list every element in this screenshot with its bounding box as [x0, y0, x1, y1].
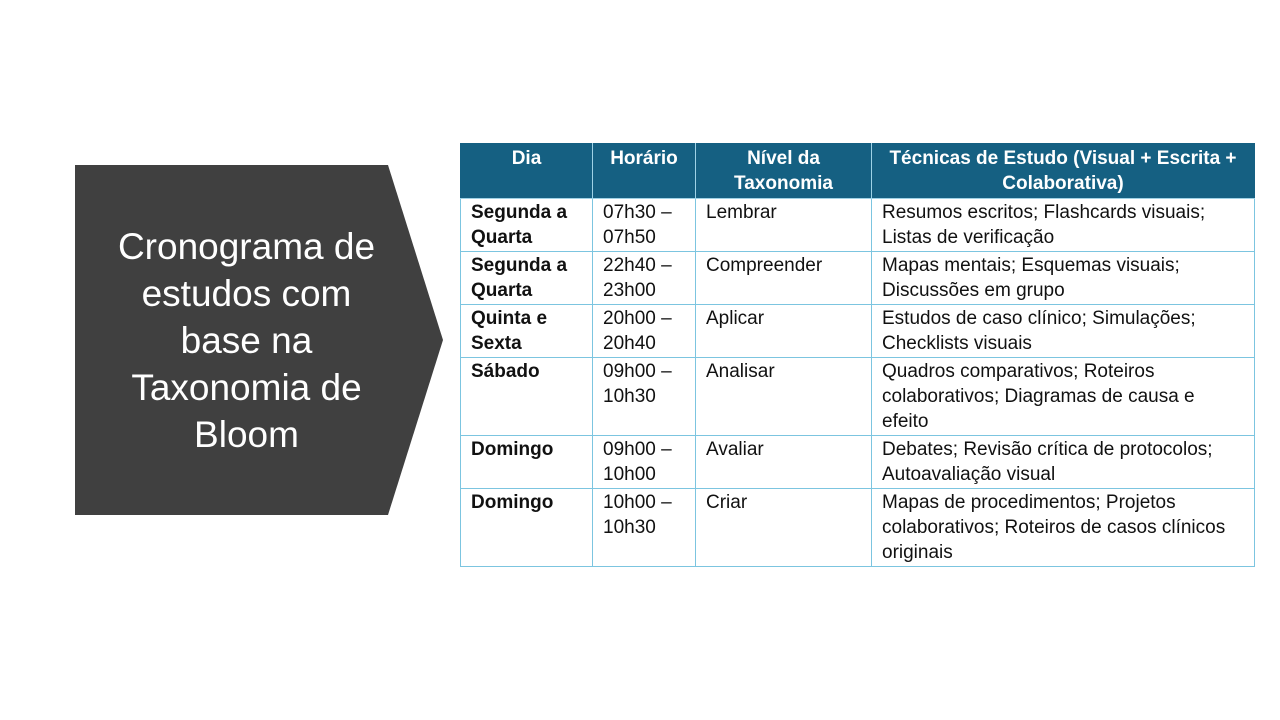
table-header-row	[461, 144, 1255, 199]
cell-level: Criar	[696, 489, 872, 567]
cell-time: 10h00 – 10h30	[593, 489, 696, 567]
cell-level: Avaliar	[696, 436, 872, 489]
slide-title	[75, 165, 418, 515]
cell-level: Analisar	[696, 358, 872, 436]
table-row	[461, 305, 1255, 358]
header-day: Dia	[461, 144, 593, 199]
cell-time: 09h00 – 10h00	[593, 436, 696, 489]
header-time: Horário	[593, 144, 696, 199]
cell-day: Quinta e Sexta	[461, 305, 593, 358]
header-techniques: Técnicas de Estudo (Visual + Escrita + Colaborativa)	[872, 144, 1255, 199]
table-row	[461, 199, 1255, 252]
cell-techniques: Resumos escritos; Flashcards visuais; Listas de verificação	[872, 199, 1255, 252]
table-row	[461, 358, 1255, 436]
slide-title-text: Cronograma de estudos com base na Taxonomia de Bloom	[117, 225, 376, 455]
cell-time: 07h30 – 07h50	[593, 199, 696, 252]
header-level: Nível da Taxonomia	[696, 144, 872, 199]
cell-techniques: Mapas de procedimentos; Projetos colaborativos; Roteiros de casos clínicos originais	[872, 489, 1255, 567]
cell-day: Sábado	[461, 358, 593, 436]
cell-level: Aplicar	[696, 305, 872, 358]
table-row	[461, 252, 1255, 305]
cell-level: Compreender	[696, 252, 872, 305]
cell-time: 09h00 – 10h30	[593, 358, 696, 436]
table-row	[461, 489, 1255, 567]
cell-time: 22h40 – 23h00	[593, 252, 696, 305]
cell-time: 20h00 – 20h40	[593, 305, 696, 358]
cell-day: Domingo	[461, 489, 593, 567]
cell-techniques: Mapas mentais; Esquemas visuais; Discussões em grupo	[872, 252, 1255, 305]
cell-techniques: Quadros comparativos; Roteiros colaborativos; Diagramas de causa e efeito	[872, 358, 1255, 436]
cell-day: Domingo	[461, 436, 593, 489]
cell-day: Segunda a Quarta	[461, 252, 593, 305]
cell-techniques: Estudos de caso clínico; Simulações; Checklists visuais	[872, 305, 1255, 358]
table-row	[461, 436, 1255, 489]
cell-level: Lembrar	[696, 199, 872, 252]
schedule-table	[460, 143, 1255, 567]
cell-techniques: Debates; Revisão crítica de protocolos; Autoavaliação visual	[872, 436, 1255, 489]
cell-day: Segunda a Quarta	[461, 199, 593, 252]
